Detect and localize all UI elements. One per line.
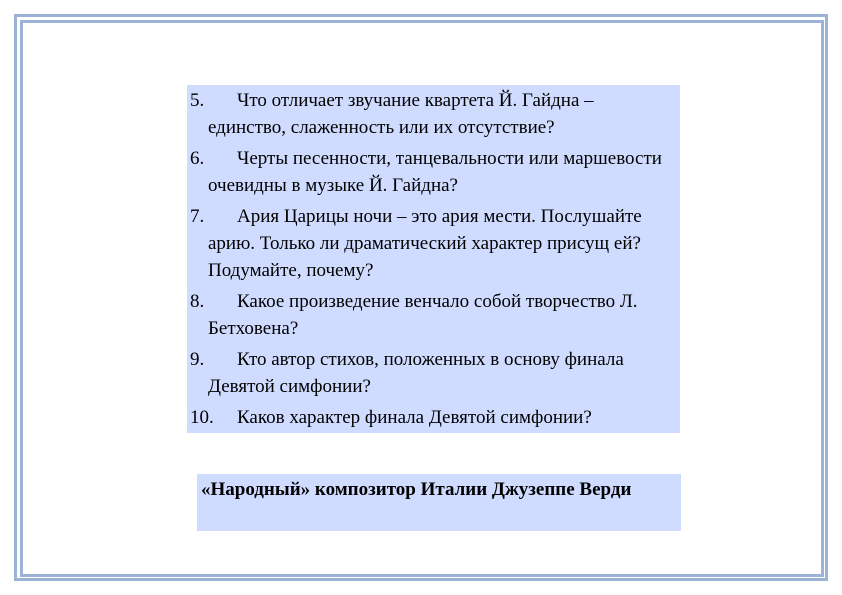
question-list [187, 85, 680, 433]
question-text: Какое произведение венчало собой творчество Л. Бетховена? [208, 291, 638, 339]
question-number: 10. [190, 407, 214, 428]
question-text: Черты песенности, танцевальности или маршевости очевидны в музыке Й. Гайдна? [208, 148, 662, 196]
question-text: Что отличает звучание квартета Й. Гайдна – единство, слаженность или их отсутствие? [208, 90, 594, 138]
question-item [189, 346, 676, 400]
question-item [189, 404, 676, 431]
question-item [189, 203, 676, 284]
question-item [189, 87, 676, 141]
question-number: 6. [190, 148, 205, 169]
question-number: 9. [190, 349, 205, 370]
question-number: 8. [190, 291, 205, 312]
question-item [189, 288, 676, 342]
question-number: 7. [190, 206, 205, 227]
question-item [189, 145, 676, 199]
question-text: Ария Царицы ночи – это ария мести. Послушайте арию. Только ли драматический характер присущ ей? Подумайте, почему? [208, 206, 642, 281]
section-title: «Народный» композитор Италии Джузеппе Верди [197, 474, 681, 531]
question-number: 5. [190, 90, 205, 111]
question-text: Каков характер финала Девятой симфонии? [237, 407, 592, 428]
question-text: Кто автор стихов, положенных в основу финала Девятой симфонии? [208, 349, 624, 397]
